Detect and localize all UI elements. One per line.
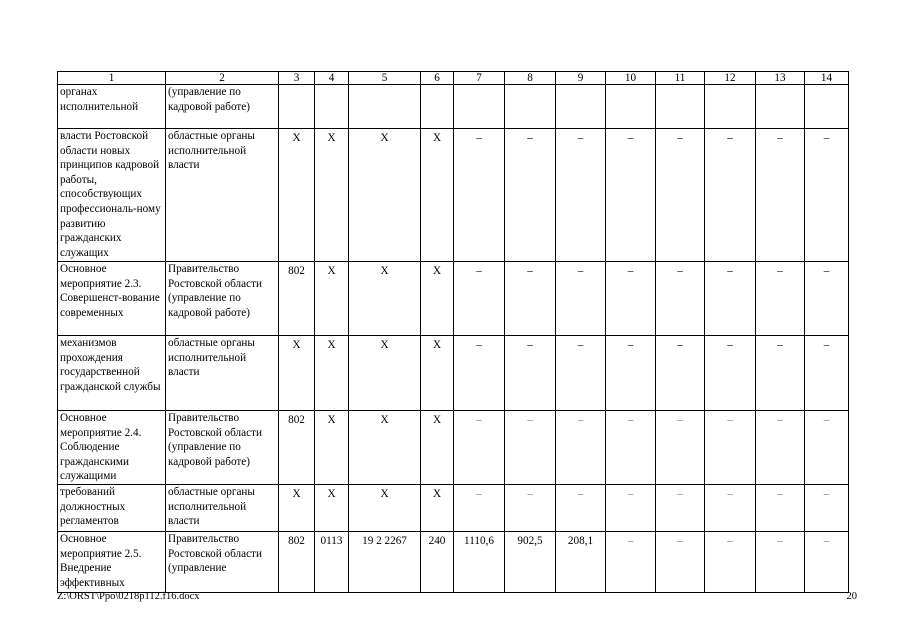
header-cell: 5 — [349, 72, 421, 85]
value-cell: Х — [279, 336, 315, 411]
header-cell: 4 — [315, 72, 349, 85]
measure-cell: требований должностных регламентов — [58, 485, 166, 532]
value-cell: 902,5 — [505, 532, 556, 593]
value-cell: – — [505, 336, 556, 411]
value-cell: Х — [421, 336, 454, 411]
header-cell: 10 — [606, 72, 656, 85]
value-cell: Х — [349, 129, 421, 262]
value-cell: 240 — [421, 532, 454, 593]
value-cell: 19 2 2267 — [349, 532, 421, 593]
value-cell: Х — [315, 411, 349, 485]
header-cell: 14 — [805, 72, 849, 85]
value-cell — [556, 85, 606, 129]
value-cell — [454, 85, 505, 129]
header-cell: 12 — [705, 72, 756, 85]
value-cell: Х — [421, 129, 454, 262]
value-cell: 1110,6 — [454, 532, 505, 593]
header-cell: 11 — [656, 72, 705, 85]
value-cell: – — [805, 485, 849, 532]
value-cell: – — [505, 129, 556, 262]
value-cell: Х — [349, 262, 421, 336]
value-cell: – — [756, 485, 805, 532]
header-cell: 9 — [556, 72, 606, 85]
value-cell: – — [606, 485, 656, 532]
header-cell: 7 — [454, 72, 505, 85]
value-cell: 802 — [279, 411, 315, 485]
value-cell: – — [556, 485, 606, 532]
value-cell: Х — [421, 411, 454, 485]
value-cell: – — [556, 129, 606, 262]
measure-cell: механизмов прохождения государственной гражданской службы — [58, 336, 166, 411]
value-cell: – — [756, 411, 805, 485]
value-cell — [656, 85, 705, 129]
value-cell: – — [606, 532, 656, 593]
value-cell — [315, 85, 349, 129]
value-cell: – — [705, 485, 756, 532]
value-cell: Х — [349, 336, 421, 411]
measure-cell: органах исполнительной — [58, 85, 166, 129]
header-cell: 1 — [58, 72, 166, 85]
page-number: 20 — [846, 591, 857, 602]
value-cell: – — [805, 411, 849, 485]
program-table — [57, 71, 849, 593]
value-cell: – — [454, 129, 505, 262]
header-cell: 2 — [166, 72, 279, 85]
value-cell: Х — [315, 262, 349, 336]
value-cell: – — [454, 336, 505, 411]
value-cell: – — [606, 411, 656, 485]
measure-cell: Основное мероприятие 2.4. Соблюдение гражданскими служащими — [58, 411, 166, 485]
value-cell — [756, 85, 805, 129]
value-cell: – — [505, 485, 556, 532]
header-cell: 6 — [421, 72, 454, 85]
executor-cell: Правительство Ростовской области (управление по кадровой работе) — [166, 411, 279, 485]
value-cell — [421, 85, 454, 129]
value-cell: Х — [279, 485, 315, 532]
executor-cell: областные органы исполнительной власти — [166, 485, 279, 532]
table-row — [58, 262, 849, 336]
measure-cell: Основное мероприятие 2.3. Совершенст-вование современных — [58, 262, 166, 336]
executor-cell: (управление по кадровой работе) — [166, 85, 279, 129]
value-cell: – — [656, 411, 705, 485]
value-cell: – — [756, 129, 805, 262]
value-cell: – — [656, 262, 705, 336]
value-cell: Х — [279, 129, 315, 262]
value-cell: – — [454, 411, 505, 485]
value-cell: – — [556, 411, 606, 485]
column-number-row — [58, 72, 849, 85]
value-cell: – — [454, 485, 505, 532]
value-cell: – — [606, 336, 656, 411]
value-cell: Х — [349, 411, 421, 485]
value-cell: – — [656, 336, 705, 411]
table-row — [58, 411, 849, 485]
value-cell: – — [656, 485, 705, 532]
table-row — [58, 532, 849, 593]
value-cell: 802 — [279, 262, 315, 336]
executor-cell: областные органы исполнительной власти — [166, 336, 279, 411]
value-cell — [279, 85, 315, 129]
table-row — [58, 129, 849, 262]
header-cell: 8 — [505, 72, 556, 85]
value-cell: – — [705, 336, 756, 411]
value-cell: Х — [315, 336, 349, 411]
header-cell: 3 — [279, 72, 315, 85]
value-cell: Х — [349, 485, 421, 532]
value-cell: – — [454, 262, 505, 336]
measure-cell: Основное мероприятие 2.5. Внедрение эффективных — [58, 532, 166, 593]
value-cell: – — [705, 129, 756, 262]
value-cell: 0113 — [315, 532, 349, 593]
value-cell: – — [705, 262, 756, 336]
value-cell: – — [606, 129, 656, 262]
value-cell: – — [556, 336, 606, 411]
measure-cell: власти Ростовской области новых принципов кадровой работы, способствующих профессиональ-ному развитию гражданских служащих — [58, 129, 166, 262]
value-cell: – — [656, 129, 705, 262]
table-row — [58, 336, 849, 411]
value-cell: – — [505, 411, 556, 485]
value-cell: Х — [421, 262, 454, 336]
value-cell — [606, 85, 656, 129]
executor-cell: областные органы исполнительной власти — [166, 129, 279, 262]
value-cell: – — [805, 129, 849, 262]
value-cell — [805, 85, 849, 129]
value-cell: – — [606, 262, 656, 336]
value-cell: 802 — [279, 532, 315, 593]
value-cell — [349, 85, 421, 129]
value-cell: – — [805, 532, 849, 593]
value-cell: Х — [315, 485, 349, 532]
value-cell: – — [805, 336, 849, 411]
value-cell: – — [556, 262, 606, 336]
value-cell: – — [756, 532, 805, 593]
header-cell: 13 — [756, 72, 805, 85]
value-cell: 208,1 — [556, 532, 606, 593]
value-cell: – — [756, 262, 805, 336]
table-row — [58, 485, 849, 532]
value-cell: – — [756, 336, 805, 411]
value-cell: Х — [421, 485, 454, 532]
value-cell: – — [656, 532, 705, 593]
value-cell: – — [805, 262, 849, 336]
value-cell: – — [705, 411, 756, 485]
executor-cell: Правительство Ростовской области (управление по кадровой работе) — [166, 262, 279, 336]
value-cell — [505, 85, 556, 129]
file-path: Z:\ORST\Ppo\0218p112.f16.docx — [57, 591, 200, 602]
value-cell: Х — [315, 129, 349, 262]
value-cell: – — [705, 532, 756, 593]
value-cell: – — [505, 262, 556, 336]
value-cell — [705, 85, 756, 129]
table-row — [58, 85, 849, 129]
executor-cell: Правительство Ростовской области (управление — [166, 532, 279, 593]
